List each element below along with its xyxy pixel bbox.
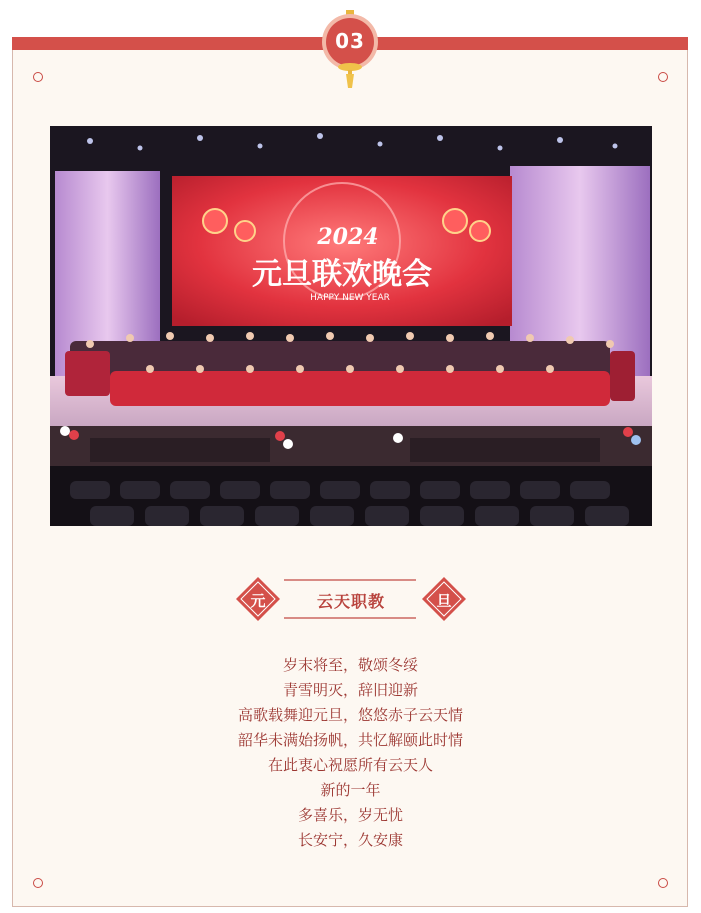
poem-line: 多喜乐，岁无忧 bbox=[297, 806, 403, 824]
lantern-badge bbox=[319, 10, 381, 88]
heading-right-char: 旦 bbox=[436, 592, 452, 610]
corner-dot-bottom-right bbox=[658, 878, 668, 888]
banner-subtitle: HAPPY NEW YEAR bbox=[310, 293, 390, 303]
banner-title: 元旦联欢晚会 bbox=[252, 257, 432, 292]
banner-year: 2024 bbox=[317, 224, 379, 250]
poem-line: 青雪明灭，辞旧迎新 bbox=[282, 681, 418, 699]
poem-block bbox=[0, 653, 701, 853]
poem-line: 岁末将至，敬颂冬绥 bbox=[282, 656, 418, 674]
performers-group bbox=[65, 332, 635, 406]
corner-dot-bottom-left bbox=[33, 878, 43, 888]
corner-dot-top-left bbox=[33, 72, 43, 82]
heading-left-char: 元 bbox=[250, 592, 266, 610]
corner-dot-top-right bbox=[658, 72, 668, 82]
poem-line: 高歌载舞迎元旦，悠悠赤子云天情 bbox=[237, 706, 463, 724]
poem-line: 长安宁，久安康 bbox=[297, 831, 403, 849]
section-heading bbox=[236, 577, 466, 621]
heading-title: 云天职教 bbox=[316, 592, 385, 611]
poem-line: 韶华未满始扬帆，共忆解颐此时情 bbox=[237, 731, 463, 749]
poem-line: 在此衷心祝愿所有云天人 bbox=[267, 756, 433, 774]
stage-photo bbox=[50, 126, 652, 526]
section-number: 03 bbox=[335, 29, 365, 53]
poem-line: 新的一年 bbox=[320, 781, 381, 799]
